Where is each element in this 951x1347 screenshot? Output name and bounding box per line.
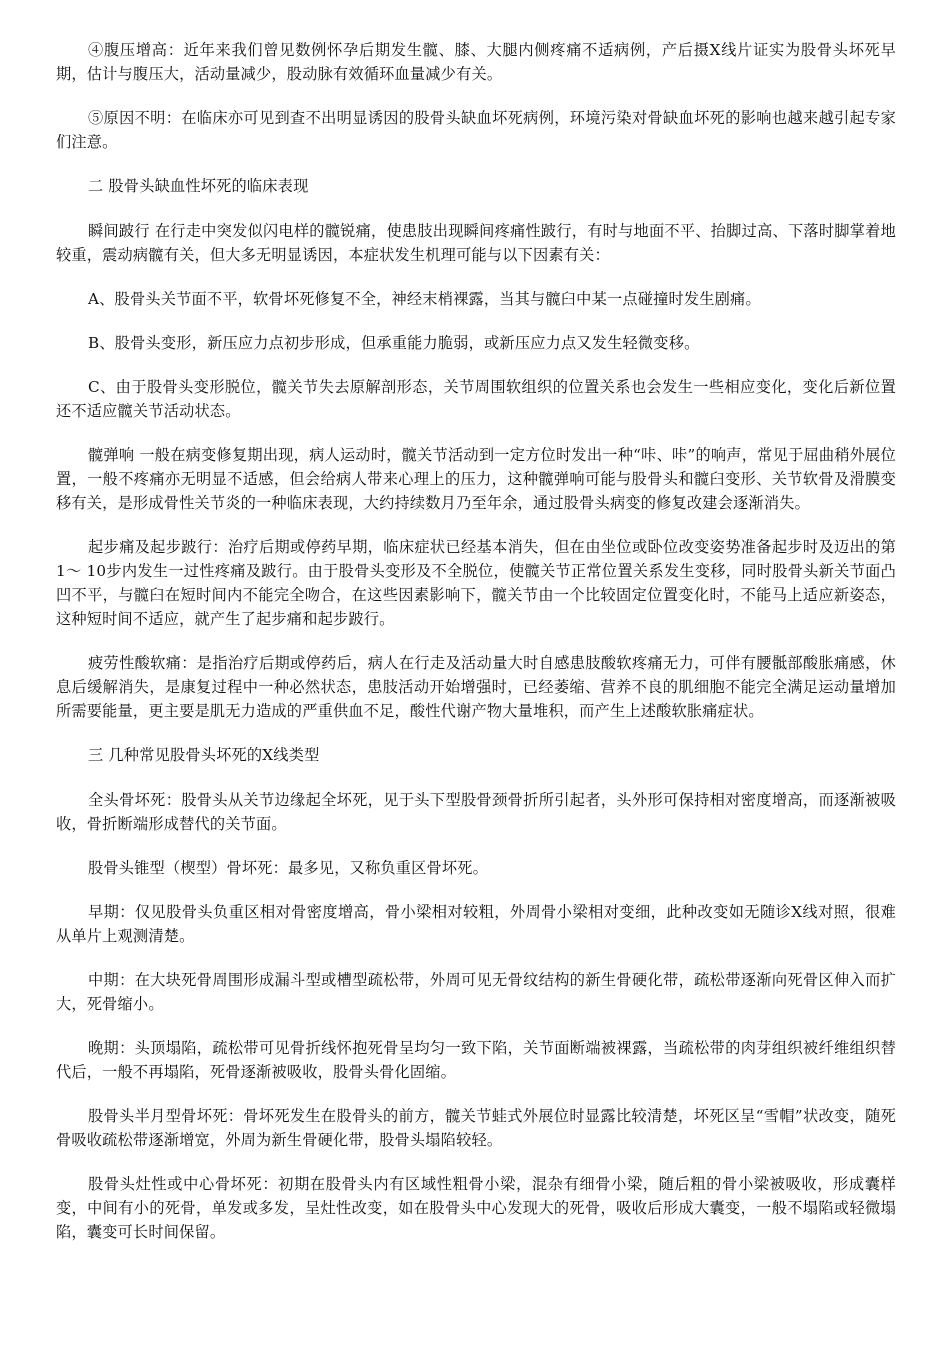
- document-body: [56, 38, 896, 1264]
- paragraph-factor-b: B、股骨头变形，新压应力点初步形成，但承重能力脆弱，或新压应力点又发生轻微变移。: [88, 334, 700, 352]
- paragraph-factor-a: A、股骨头关节面不平，软骨坏死修复不全，神经末梢裸露，当其与髋臼中某一点碰撞时发生剧痛。: [88, 290, 761, 308]
- paragraph-unknown-cause: ⑤原因不明：在临床亦可见到查不出明显诱因的股骨头缺血坏死病例，环境污染对骨缺血坏死的影响也越来越引起专家们注意。: [56, 109, 896, 151]
- paragraph-cone-necrosis: 股骨头锥型（楔型）骨坏死：最多见，又称负重区骨坏死。: [88, 859, 489, 877]
- paragraph-late-stage: 晚期：头顶塌陷，疏松带可见骨折线怀抱死骨呈均匀一致下陷，关节面断端被裸露，当疏松带的肉芽组织被纤维组织替代后，一般不再塌陷，死骨逐渐被吸收，股骨头骨化固缩。: [56, 1039, 896, 1081]
- paragraph-transient-limp: 瞬间跛行 在行走中突发似闪电样的髋锐痛，使患肢出现瞬间疼痛性跛行，有时与地面不平、抬脚过高、下落时脚掌着地较重，震动病髋有关，但大多无明显诱因，本症状发生机理可能与以下因素有关：: [56, 222, 896, 264]
- paragraph-middle-stage: 中期：在大块死骨周围形成漏斗型或槽型疏松带，外周可见无骨纹结构的新生骨硬化带，疏松带逐渐向死骨区伸入而扩大，死骨缩小。: [56, 971, 896, 1013]
- paragraph-hip-snapping: 髋弹响 一般在病变修复期出现，病人运动时，髋关节活动到一定方位时发出一种“咔、咔”的响声，常见于屈曲稍外展位置，一般不疼痛亦无明显不适感，但会给病人带来心理上的压力，这种髋弹响可能与股骨头和髋臼变形、关节软骨及滑膜变移有关，是形成骨性关节炎的一种临床表现，大约持续数月乃至年余，通过股骨头病变的修复改建会逐渐消失。: [56, 446, 896, 512]
- section-heading-xray-types: 三 几种常见股骨头坏死的X线类型: [88, 746, 320, 764]
- paragraph-early-stage: 早期：仅见股骨头负重区相对骨密度增高，骨小梁相对较粗，外周骨小梁相对变细，此种改变如无随诊X线对照，很难从单片上观测清楚。: [56, 903, 896, 945]
- paragraph-crescent-necrosis: 股骨头半月型骨坏死：骨坏死发生在股骨头的前方，髋关节蛙式外展位时显露比较清楚，坏死区呈“雪帽”状改变，随死骨吸收疏松带逐渐增宽，外周为新生骨硬化带，股骨头塌陷较轻。: [56, 1107, 896, 1149]
- paragraph-total-head-necrosis: 全头骨坏死：股骨头从关节边缘起全坏死，见于头下型股骨颈骨折所引起者，头外形可保持相对密度增高，而逐渐被吸收，骨折断端形成替代的关节面。: [56, 791, 896, 833]
- paragraph-fatigue-soreness: 疲劳性酸软痛：是指治疗后期或停药后，病人在行走及活动量大时自感患肢酸软疼痛无力，可伴有腰骶部酸胀痛感，休息后缓解消失，是康复过程中一种必然状态，患肢活动开始增强时，已经萎缩、营养不良的肌细胞不能完全满足运动量增加所需要能量，更主要是肌无力造成的严重供血不足，酸性代谢产物大量堆积，而产生上述酸软胀痛症状。: [56, 654, 896, 720]
- paragraph-starting-pain: 起步痛及起步跛行：治疗后期或停药早期，临床症状已经基本消失，但在由坐位或卧位改变姿势准备起步时及迈出的第 1～ 10步内发生一过性疼痛及跛行。由于股骨头变形及不全脱位，使髋关节正常位置关系发生变移，同时股骨头新关节面凸凹不平，与髋臼在短时间内不能完全吻合，在这些因素影响下，髋关节由一个比较固定位置变化时，不能马上适应新姿态，这种短时间不适应，就产生了起步痛和起步跛行。: [56, 538, 896, 628]
- paragraph-focal-necrosis: 股骨头灶性或中心骨坏死：初期在股骨头内有区域性粗骨小梁，混杂有细骨小梁，随后粗的骨小梁被吸收，形成囊样变，中间有小的死骨，单发或多发，呈灶性改变，如在股骨头中心发现大的死骨，吸收后形成大囊变，一般不塌陷或轻微塌陷，囊变可长时间保留。: [56, 1175, 896, 1241]
- paragraph-abdominal-pressure: ④腹压增高：近年来我们曾见数例怀孕后期发生髋、膝、大腿内侧疼痛不适病例，产后摄X线片证实为股骨头坏死早期，估计与腹压大，活动量减少，股动脉有效循环血量减少有关。: [56, 41, 896, 83]
- section-heading-clinical-manifestations: 二 股骨头缺血性坏死的临床表现: [88, 177, 309, 195]
- paragraph-factor-c: C、由于股骨头变形脱位，髋关节失去原解剖形态，关节周围软组织的位置关系也会发生一些相应变化，变化后新位置还不适应髋关节活动状态。: [56, 378, 896, 420]
